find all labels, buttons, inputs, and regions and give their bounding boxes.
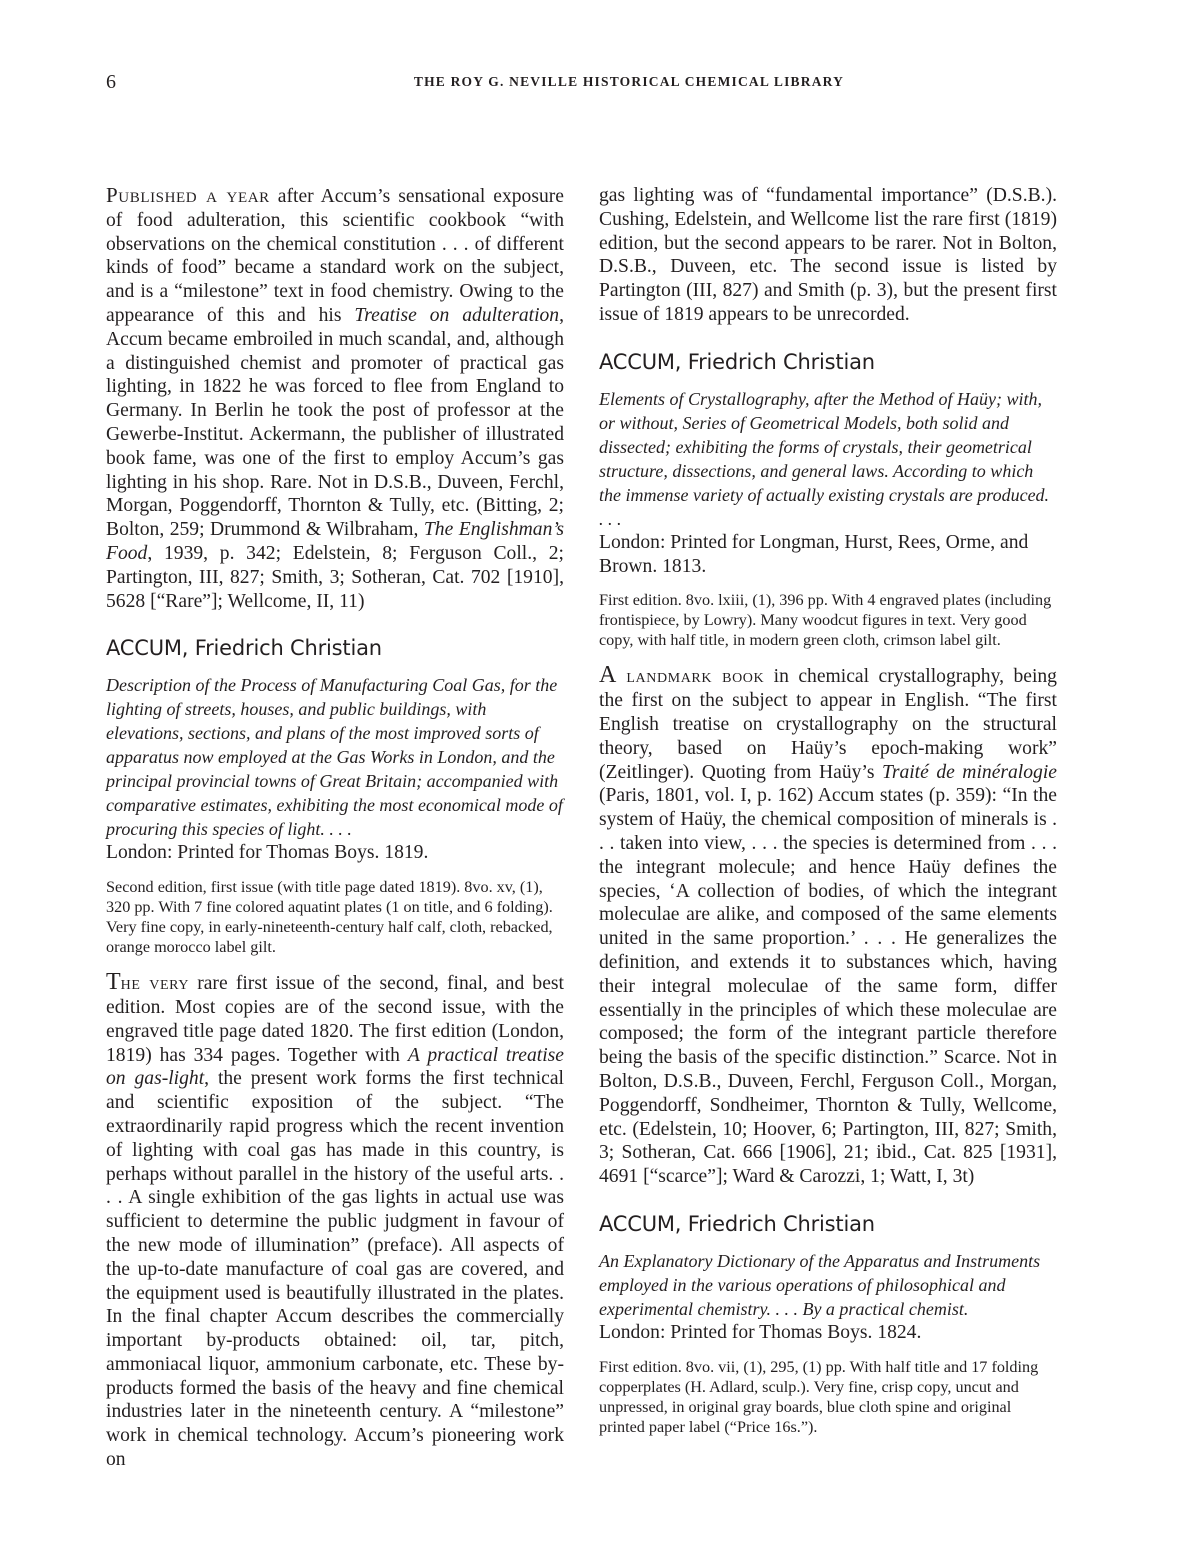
continued-entry-note: gas lighting was of “fundamental importance” (D.S.B.). Cushing, Edelstein, and Wellcome list the rare first (1819) edition, but the second appears to be rarer. Not in Bolton, D.S.B., Duveen, etc. The second issue is listed by Partington (III, 827) and Smith (p. 3), but the present first issue of 1819 appears to be unrecorded. xyxy=(599,185,1057,325)
running-title: THE ROY G. NEVILLE HISTORICAL CHEMICAL LIBRARY xyxy=(413,74,845,89)
entry-author-heading: ACCUM, Friedrich Christian xyxy=(106,636,382,661)
left-column xyxy=(106,184,564,1472)
lead-in-smallcaps: he very xyxy=(120,973,190,995)
drop-letter: A xyxy=(599,662,617,689)
italic-title-reference: Treatise on adulteration xyxy=(354,304,560,326)
italic-title-reference: Traité de minéralogie xyxy=(882,761,1057,783)
catalog-entry-explanatory-dictionary xyxy=(599,1211,1057,1437)
entry-collation: First edition. 8vo. lxiii, (1), 396 pp. With 4 engraved plates (including frontispiece, by Lowry). Many woodcut figures in text. Very good copy, with half title, in modern green cloth, crimson label gilt. xyxy=(599,591,1052,650)
italic-title-reference: A practical treatise on gas-light xyxy=(106,1044,564,1090)
right-column xyxy=(599,184,1057,1437)
drop-letter: T xyxy=(106,969,121,996)
italic-title-reference: The Englishman’s Food xyxy=(106,519,564,564)
catalog-entry-coal-gas xyxy=(106,635,564,1472)
page-number: 6 xyxy=(106,71,116,93)
lead-in-smallcaps: Published a year xyxy=(106,183,270,207)
continued-entry-note: Published a year after Accum’s sensational exposure of food adulteration, this scientific cookbook “with observations on the chemical constitution . . . of different kinds of food” became a standard work on the subject, and is a “milestone” text in food chemistry. Owing to the appearance of this and his Treatise on adulteration, Accum became embroiled in much scandal, and, although a distinguished chemist and promoter of practical gas lighting, in 1822 he was forced to flee from England to Germany. In Berlin he took the post of professor at the Gewerbe-Institut. Ackermann, the publisher of illustrated book fame, was one of the first to employ Accum’s gas lighting in his shop. Rare. Not in D.S.B., Duveen, Ferchl, Morgan, Poggendorff, Thornton & Tully, etc. (Bitting, 2; Bolton, 259; Drummond & Wilbraham, The Englishman’s Food, 1939, p. 342; Edelstein, 8; Ferguson Coll., 2; Partington, III, 827; Smith, 3; Sotheran, Cat. 702 [1910], 5628 [“Rare”]; Wellcome, II, 11) xyxy=(106,183,565,612)
entry-imprint: London: Printed for Thomas Boys. 1824. xyxy=(599,1321,922,1343)
entry-note: A landmark book in chemical crystallography, being the first on the subject to appear in English. “The first English treatise on crystallography on the structural theory, based on Haüy’s epoch-making work” (Zeitlinger). Quoting from Haüy’s Traité de minéralogie (Paris, 1801, vol. I, p. 162) Accum states (p. 359): “In the system of Haüy, the chemical composition of minerals is . . . taken into view, . . . the species is determined from . . . the integrant molecule; and hence Haüy defines the species, ‘A collection of bodies, of which the integrant moleculae are alike, and composed of the same elements united in the same proportion.’ . . . He generalizes the definition, and extends it to substances which, having their integral moleculae of the same form, differ essentially in the principles of which these moleculae are composed; the form of the integrant particle therefore being the basis of the specific distinction.” Scarce. Not in Bolton, D.S.B., Duveen, Ferchl, Ferguson Coll., Morgan, Poggendorff, Sondheimer, Thornton & Tully, Wellcome, etc. (Edelstein, 10; Hoover, 6; Partington, III, 827; Smith, 3; Sotheran, Cat. 666 [1906], 21; ibid., Cat. 825 [1931], 4691 [“scarce”]; Ward & Carozzi, 1; Watt, I, 3t) xyxy=(599,662,1057,1188)
entry-author-heading: ACCUM, Friedrich Christian xyxy=(599,1211,875,1236)
entry-note: The very rare first issue of the second, final, and best edition. Most copies are of the second issue, with the engraved title page dated 1820. The first edition (London, 1819) has 334 pages. Together with A practical treatise on gas-light, the present work forms the first technical and scientific exposition of the subject. “The extraordinarily rapid progress which the recent invention of lighting with coal gas has made in this country, is perhaps without parallel in the history of the useful arts. . . . A single exhibition of the gas lights in actual use was sufficient to determine the public judgment in favour of the new mode of illumination” (preface). All aspects of the up-to-date manufacture of coal gas are covered, and the equipment used is beautifully illustrated in the plates. In the final chapter Accum describes the commercially important by-products obtained: oil, tar, pitch, ammoniacal liquor, ammonium carbonate, etc. These by-products formed the basis of the heavy and fine chemical industries later in the nineteenth century. A “milestone” work in chemical technology. Accum’s pioneering work on xyxy=(106,969,564,1471)
entry-collation: Second edition, first issue (with title page dated 1819). 8vo. xv, (1), 320 pp. With 7 fine colored aquatint plates (1 on title, and 6 folding). Very fine copy, in early-nineteenth-century half calf, cloth, rebacked, orange morocco label gilt. xyxy=(106,878,553,957)
entry-title: Description of the Process of Manufacturing Coal Gas, for the lighting of streets, houses, and public buildings, with elevations, sections, and plans of the most improved sorts of apparatus now employed at the Gas Works in London, and the principal provincial towns of Great Britain; accompanied with comparative estimates, exhibiting the most economical mode of procuring this species of light. . . . xyxy=(106,675,563,840)
catalog-entry-crystallography xyxy=(599,349,1057,1189)
entry-title: An Explanatory Dictionary of the Apparatus and Instruments employed in the various operations of philosophical and experimental chemistry. . . . By a practical chemist. xyxy=(599,1250,1041,1319)
entry-title: Elements of Crystallography, after the Method of Haüy; with, or without, Series of Geometrical Models, both solid and dissected; exhibiting the forms of crystals, their geometrical structure, dissections, and general laws. According to which the immense variety of actually existing crystals are produced. . . . xyxy=(599,388,1050,529)
entry-collation: First edition. 8vo. vii, (1), 295, (1) pp. With half title and 17 folding copperplates (H. Adlard, sculp.). Very fine, crisp copy, uncut and unpressed, in original gray boards, blue cloth spine and original printed paper label (“Price 16s.”). xyxy=(599,1357,1039,1436)
lead-in-smallcaps: landmark book xyxy=(616,666,765,688)
entry-author-heading: ACCUM, Friedrich Christian xyxy=(599,349,875,374)
entry-imprint: London: Printed for Thomas Boys. 1819. xyxy=(106,842,429,864)
entry-imprint: London: Printed for Longman, Hurst, Rees, Orme, and Brown. 1813. xyxy=(599,531,1029,577)
